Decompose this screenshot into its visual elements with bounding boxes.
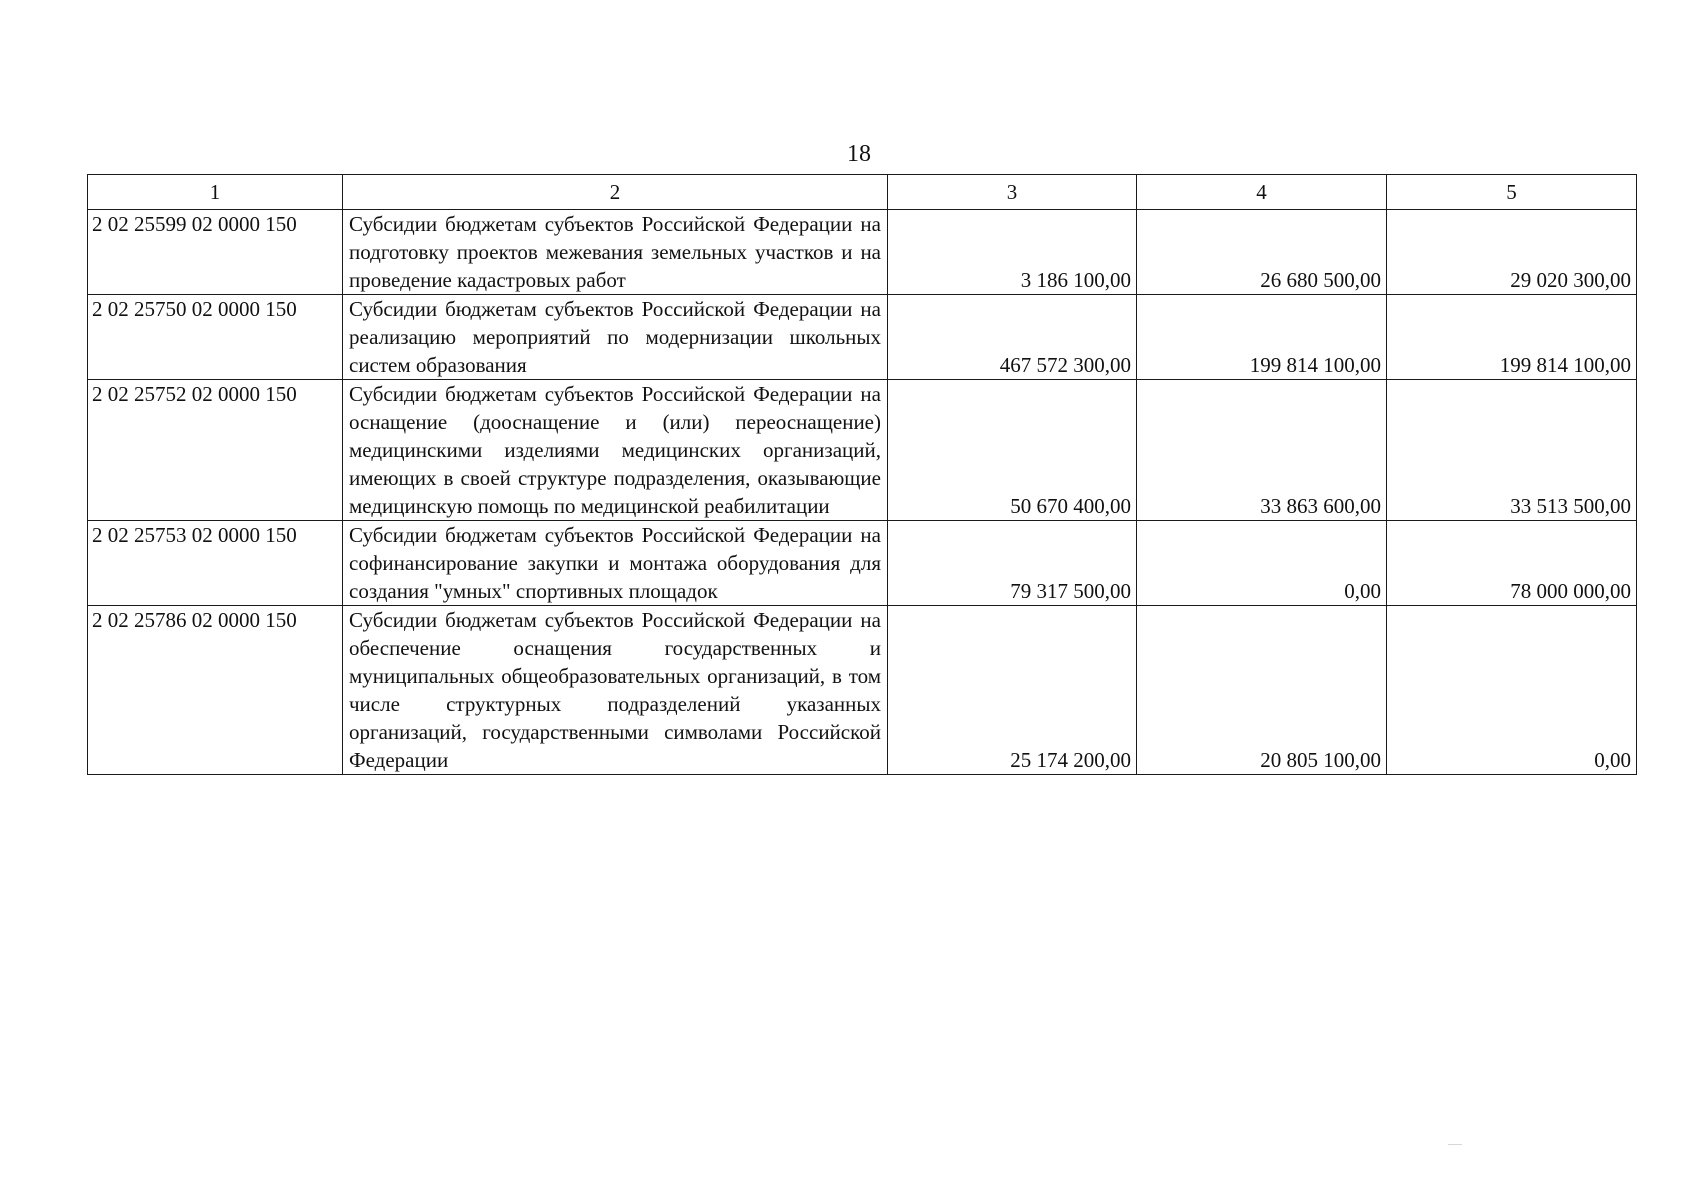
column-header-1: 1 — [88, 175, 343, 210]
description-cell: Субсидии бюджетам субъектов Российской Федерации на реализацию мероприятий по модернизации школьных систем образования — [343, 295, 888, 380]
column-header-5: 5 — [1387, 175, 1637, 210]
budget-table — [87, 174, 1637, 775]
budget-code-cell: 2 02 25786 02 0000 150 — [88, 606, 343, 775]
table-row — [88, 606, 1637, 775]
amount-col4-cell: 20 805 100,00 — [1137, 606, 1387, 775]
page-number: 18 — [847, 141, 871, 167]
description-cell: Субсидии бюджетам субъектов Российской Федерации на оснащение (дооснащение и (или) переоснащение) медицинскими изделиями медицинских организаций, имеющих в своей структуре подразделения, оказывающие медицинскую помощь по медицинской реабилитации — [343, 380, 888, 521]
amount-col4-cell: 0,00 — [1137, 521, 1387, 606]
scan-mark — [1448, 1144, 1462, 1145]
amount-col3-cell: 50 670 400,00 — [888, 380, 1137, 521]
amount-col4-cell: 26 680 500,00 — [1137, 210, 1387, 295]
amount-col5-cell: 78 000 000,00 — [1387, 521, 1637, 606]
budget-code-cell: 2 02 25750 02 0000 150 — [88, 295, 343, 380]
amount-col4-cell: 33 863 600,00 — [1137, 380, 1387, 521]
budget-code-cell: 2 02 25599 02 0000 150 — [88, 210, 343, 295]
table-row — [88, 210, 1637, 295]
budget-code-cell: 2 02 25753 02 0000 150 — [88, 521, 343, 606]
description-cell: Субсидии бюджетам субъектов Российской Федерации на подготовку проектов межевания земельных участков и на проведение кадастровых работ — [343, 210, 888, 295]
amount-col5-cell: 199 814 100,00 — [1387, 295, 1637, 380]
column-header-2: 2 — [343, 175, 888, 210]
amount-col3-cell: 79 317 500,00 — [888, 521, 1137, 606]
amount-col4-cell: 199 814 100,00 — [1137, 295, 1387, 380]
table-row — [88, 295, 1637, 380]
table-row — [88, 380, 1637, 521]
amount-col5-cell: 29 020 300,00 — [1387, 210, 1637, 295]
budget-code-cell: 2 02 25752 02 0000 150 — [88, 380, 343, 521]
amount-col5-cell: 0,00 — [1387, 606, 1637, 775]
table-header-row — [88, 175, 1637, 210]
column-header-3: 3 — [888, 175, 1137, 210]
amount-col3-cell: 3 186 100,00 — [888, 210, 1137, 295]
amount-col3-cell: 467 572 300,00 — [888, 295, 1137, 380]
description-cell: Субсидии бюджетам субъектов Российской Федерации на софинансирование закупки и монтажа оборудования для создания "умных" спортивных площадок — [343, 521, 888, 606]
column-header-4: 4 — [1137, 175, 1387, 210]
table-row — [88, 521, 1637, 606]
description-cell: Субсидии бюджетам субъектов Российской Федерации на обеспечение оснащения государственных и муниципальных общеобразовательных организаций, в том числе структурных подразделений указанных организаций, государственными символами Российской Федерации — [343, 606, 888, 775]
amount-col3-cell: 25 174 200,00 — [888, 606, 1137, 775]
amount-col5-cell: 33 513 500,00 — [1387, 380, 1637, 521]
